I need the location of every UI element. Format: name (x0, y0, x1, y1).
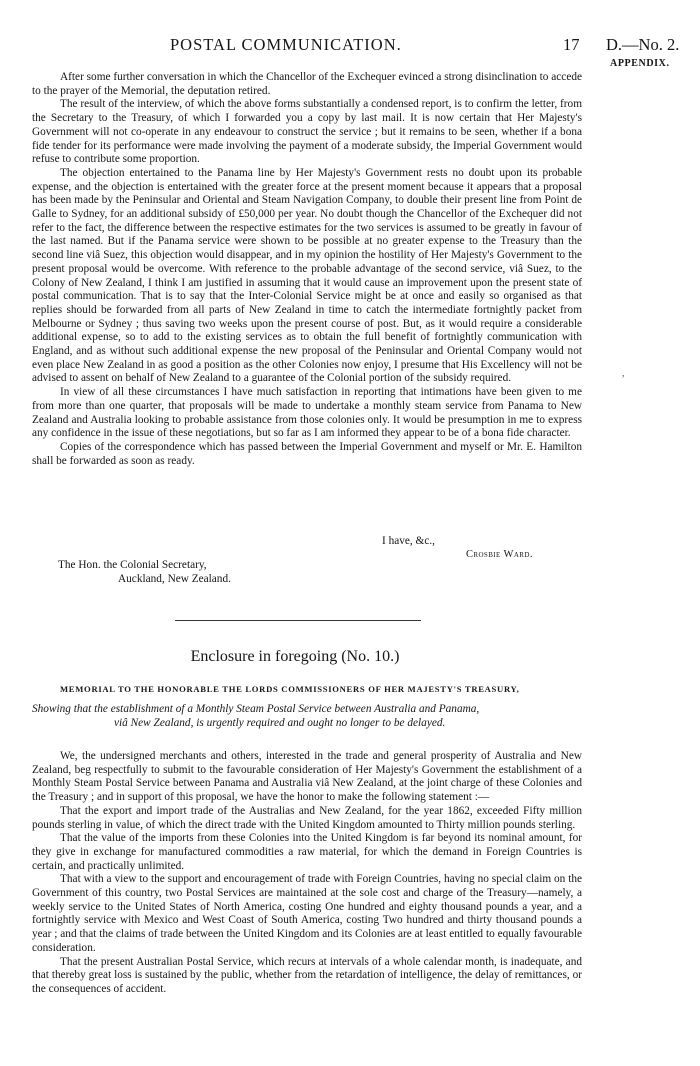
paragraph: That the export and import trade of the Australias and New Zealand, for the year 1862, exceeded Fifty million pounds sterling in value, of which the direct trade with the United Kingdom amounted to Thirty million pounds sterling. (32, 804, 582, 831)
subtitle-line-2: viâ New Zealand, is urgently required and ought no longer to be delayed. (114, 716, 446, 729)
paragraph: That the value of the imports from these Colonies into the United Kingdom is far beyond its nominal amount, for they give in exchange for manufactured commodities a raw material, for which the demand in Foreign Countries is certain, and practically unlimited. (32, 832, 582, 872)
margin-mark: , (622, 368, 625, 379)
enclosure-heading: Enclosure in foregoing (No. 10.) (190, 648, 400, 665)
paragraph: The result of the interview, of which the above forms substantially a condensed report, is to confirm the letter, from the Secretary to the Treasury, of which I forwarded you a copy by last mail. It is now certain that Her Majesty's Government will not co-operate in any endeavour to construct the service ; but it remains to be seen, whether if a bona fide tender for its performance were made involving the payment of a moderate subsidy, the Imperial Government would refuse to contribute some proportion. (32, 98, 582, 166)
paragraph: Copies of the correspondence which has passed between the Imperial Government and myself or Mr. E. Hamilton shall be forwarded as soon as ready. (32, 440, 582, 467)
addressee-line-2: Auckland, New Zealand. (118, 573, 231, 585)
section-divider (175, 620, 421, 621)
document-reference: D.—No. 2. (606, 35, 680, 54)
page-number: 17 (563, 35, 580, 54)
signature: Crosbie Ward. (466, 549, 533, 560)
paragraph: That with a view to the support and encouragement of trade with Foreign Countries, having no special claim on the Government of this country, two Postal Services are maintained at the sole cost and charge of the Treasury—namely, a weekly service to the United States of North America, costing One hundred and eighty thousand pounds a year, and a fortnightly service with Mexico and West Coast of South America, costing Two hundred and thirty thousand pounds a year ; and that the claims of trade between the United Kingdom and its Colonies are at least entitled to equally favourable consideration. (32, 873, 582, 954)
paragraph: After some further conversation in which the Chancellor of the Exchequer evinced a strong disinclination to accede to the prayer of the Memorial, the deputation retired. (32, 71, 582, 97)
memorial-body (32, 750, 582, 997)
subtitle-line-1: Showing that the establishment of a Monthly Steam Postal Service between Australia and Panama, (32, 703, 480, 715)
paragraph: That the present Australian Postal Service, which recurs at intervals of a whole calendar month, is inadequate, and that thereby great loss is sustained by the public, whether from the retardation of intelligence, the delay of remittances, or the consequences of accident. (32, 955, 582, 995)
addressee-line-1: The Hon. the Colonial Secretary, (58, 559, 207, 571)
paragraph: The objection entertained to the Panama line by Her Majesty's Government rests no doubt upon its probable expense, and the objection is entertained with the greater force at the present moment because it appears that a proposal has been made by the Peninsular and Oriental and Steam Navigation Company, to double their present line from Point de Galle to Sydney, for an additional subsidy of £50,000 per year. No doubt though the Chancellor of the Exchequer did not refer to the fact, the difference between the respective estimates for the two services is assumed to be greatly in favour of the last named. But if the Panama service were shown to be possible at no greater expense to the Treasury than the second line viâ Suez, this objection would disappear, and in my opinion the hostility of Her Majesty's Government to the present proposal would be overcome. With reference to the probable advantage of the second service, viâ Suez, to the Colony of New Zealand, I think I am justified in assuming that it would cause an improvement upon the present state of postal communication. That is to say that the Inter-Colonial Service might be at once and easily so organised as that replies should be forwarded from all parts of New Zealand in time to catch the intermediate fortnightly packet from Melbourne or Sydney ; thus saving two weeks upon the present course of post. But, as it would require a considerable additional expense, so to add to the existing services as to obtain the full benefit of fortnightly communication with England, and as without such additional expense the new proposal of the Peninsular and Oriental Company would not even place New Zealand in as good a position as the other Colonies now enjoy, I presume that His Excellency will not be advised to assent on behalf of New Zealand to a guarantee of the Colonial portion of the subsidy required. (32, 166, 582, 385)
paragraph: In view of all these circumstances I have much satisfaction in reporting that intimations have been given to me from more than one quarter, that proposals will be made to undertake a monthly steam service from Panama to New Zealand and Australia looking to probable assistance from those colonies only. It would be presumption in me to express any confidence in the issue of these negotiations, but so far as I am informed they appear to be of a bona fide character. (32, 386, 582, 440)
memorial-subtitle (32, 703, 584, 730)
letter-body (32, 71, 582, 468)
closing: I have, &c., (382, 535, 436, 547)
appendix-label: APPENDIX. (610, 58, 670, 69)
memorial-title: MEMORIAL TO THE HONORABLE THE LORDS COMMISSIONERS OF HER MAJESTY'S TREASURY, (60, 684, 520, 694)
paragraph: We, the undersigned merchants and others, interested in the trade and general prosperity of Australia and New Zealand, beg respectfully to submit to the favourable consideration of Her Majesty's Government the establishment of a Monthly Steam Postal Service between Panama and Australia viâ New Zealand, at the joint charge of these Colonies and the Treasury ; and in support of this proposal, we have the honor to make the following statement :— (32, 750, 582, 804)
running-header-title: POSTAL COMMUNICATION. (170, 35, 402, 54)
